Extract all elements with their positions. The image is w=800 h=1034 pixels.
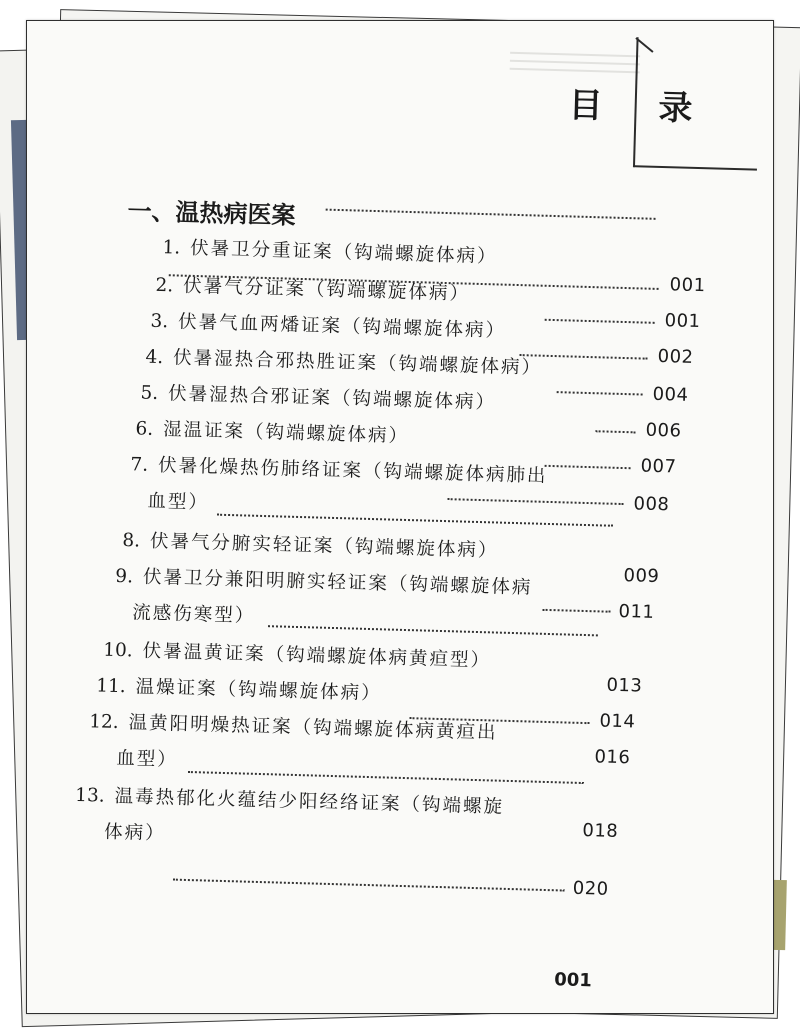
toc-entry xyxy=(75,784,504,820)
toc-entry-continued: 体病） xyxy=(103,821,166,845)
leader-dots xyxy=(545,463,631,469)
entry-page: 016 xyxy=(594,746,631,769)
entry-number: 3. xyxy=(150,310,169,333)
leader-dots xyxy=(557,389,643,395)
entry-page: 002 xyxy=(657,345,694,368)
entry-page: 018 xyxy=(582,820,619,843)
page-content xyxy=(26,20,774,1014)
toc-entry xyxy=(130,453,548,489)
entry-number: 4. xyxy=(145,346,164,369)
entry-number: 13. xyxy=(74,784,105,807)
toc-entry-continued: 流感伤寒型） xyxy=(132,602,256,627)
entry-title: 伏暑湿热合邪热胜证案（钩端螺旋体病） xyxy=(172,347,543,379)
entry-page: 011 xyxy=(618,600,655,623)
entry-page: 014 xyxy=(599,710,636,733)
entry-title: 伏暑气血两燔证案（钩端螺旋体病） xyxy=(177,311,507,342)
entry-page: 009 xyxy=(623,565,660,588)
page-title: 目 录 xyxy=(568,85,716,130)
entry-title: 伏暑卫分兼阳明腑实轻证案（钩端螺旋体病 xyxy=(142,566,533,599)
entry-page: 020 xyxy=(572,877,609,900)
section-heading: 一、温热病医案 xyxy=(127,197,296,230)
toc-page xyxy=(26,20,774,1014)
entry-title: 伏暑气分证案（钩端螺旋体病） xyxy=(182,275,471,305)
leader-dots xyxy=(545,317,655,324)
toc-entry-continued: 血型） xyxy=(115,747,179,771)
entry-title: 温毒热郁化火蕴结少阳经络证案（钩端螺旋 xyxy=(114,785,505,818)
toc-entry xyxy=(103,639,491,674)
entry-number: 7. xyxy=(130,454,149,476)
entry-number: 8. xyxy=(122,530,141,552)
entry-page: 013 xyxy=(606,674,643,697)
page-number: 001 xyxy=(553,969,593,992)
toc-entry-continued: 血型） xyxy=(147,490,210,514)
toc-entry xyxy=(122,529,499,563)
toc-entry xyxy=(145,346,542,381)
entry-number: 5. xyxy=(140,382,159,404)
entry-page: 001 xyxy=(669,274,706,297)
entry-title: 伏暑气分腑实轻证案（钩端螺旋体病） xyxy=(149,530,499,562)
entry-number: 10. xyxy=(102,639,133,662)
entry-title: 温燥证案（钩端螺旋体病） xyxy=(135,676,382,705)
entry-number: 9. xyxy=(115,565,134,588)
toc-entry xyxy=(135,417,409,449)
entry-page: 008 xyxy=(633,493,670,516)
entry-page: 006 xyxy=(645,419,682,442)
entry-number: 11. xyxy=(95,675,126,698)
entry-number: 12. xyxy=(88,711,119,734)
entry-title: 温黄阳明燥热证案（钩端螺旋体病黄疸出 xyxy=(128,712,498,744)
entry-title: 伏暑化燥热伤肺络证案（钩端螺旋体病肺出 xyxy=(157,455,548,487)
entry-number: 2. xyxy=(155,274,174,297)
entry-title: 伏暑湿热合邪证案（钩端螺旋体病） xyxy=(167,383,497,414)
leader-dots xyxy=(173,877,565,892)
entry-page: 004 xyxy=(652,383,689,406)
leader-dots xyxy=(217,512,613,527)
leader-dots xyxy=(543,607,611,613)
leader-dots xyxy=(596,428,636,433)
leader-dots xyxy=(448,496,624,505)
leader-dots xyxy=(268,623,598,636)
toc-entry xyxy=(150,310,506,344)
toc-entry xyxy=(115,565,533,601)
entry-title: 伏暑温黄证案（钩端螺旋体病黄疸型） xyxy=(142,640,492,672)
entry-number: 6. xyxy=(135,418,154,440)
entry-page: 001 xyxy=(664,310,701,333)
leader-dots xyxy=(188,769,584,784)
section-leader-dots xyxy=(326,207,656,220)
entry-number: 1. xyxy=(162,237,181,259)
toc-entry xyxy=(162,236,498,269)
entry-title: 伏暑卫分重证案（钩端螺旋体病） xyxy=(189,237,498,268)
entry-title: 湿温证案（钩端螺旋体病） xyxy=(162,419,410,448)
toc-entry xyxy=(140,382,496,416)
entry-page: 007 xyxy=(640,455,677,478)
toc-entry xyxy=(96,674,382,706)
